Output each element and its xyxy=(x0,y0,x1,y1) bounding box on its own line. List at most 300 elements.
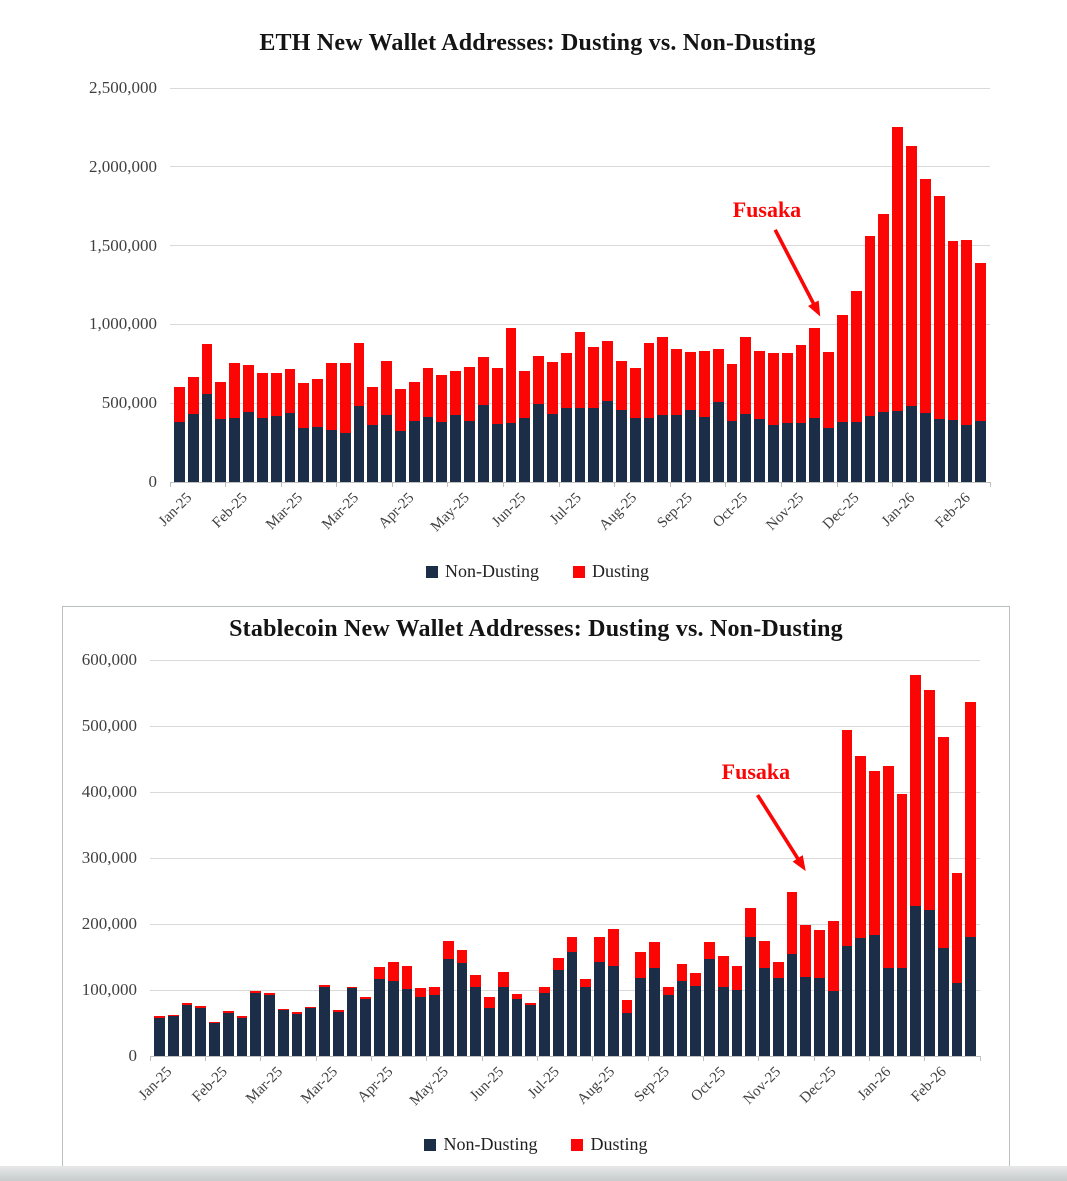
stacked-bar xyxy=(814,930,825,1056)
non-dusting-segment xyxy=(938,948,949,1056)
dusting-segment xyxy=(533,356,544,404)
non-dusting-segment xyxy=(326,430,337,482)
dusting-segment xyxy=(718,956,729,986)
dusting-segment xyxy=(975,263,986,421)
dusting-segment xyxy=(367,387,378,425)
non-dusting-segment xyxy=(608,966,619,1056)
dusting-segment xyxy=(924,690,935,910)
dusting-segment xyxy=(622,1000,633,1013)
dusting-segment xyxy=(478,357,489,404)
dusting-segment xyxy=(298,383,309,428)
non-dusting-segment xyxy=(402,989,413,1056)
non-dusting-segment xyxy=(257,418,268,482)
x-axis-tick xyxy=(837,482,838,487)
dusting-swatch xyxy=(571,1139,583,1151)
stacked-bar xyxy=(782,353,793,482)
non-dusting-segment xyxy=(470,987,481,1056)
non-dusting-segment xyxy=(237,1018,248,1056)
dusting-segment xyxy=(174,387,185,422)
stacked-bar xyxy=(878,214,889,482)
y-axis-tick-label: 100,000 xyxy=(81,980,137,999)
stacked-bar xyxy=(704,942,715,1056)
x-axis-tick xyxy=(703,1056,704,1061)
x-axis-tick xyxy=(281,482,282,487)
y-axis-tick-label: 1,000,000 xyxy=(89,314,157,334)
non-dusting-segment xyxy=(699,417,710,482)
x-axis-tick xyxy=(392,482,393,487)
legend-label: Dusting xyxy=(590,1134,648,1154)
non-dusting-segment xyxy=(842,946,853,1056)
dusting-segment xyxy=(828,921,839,990)
non-dusting-segment xyxy=(965,937,976,1056)
stacked-bar xyxy=(897,794,908,1056)
non-dusting-segment xyxy=(182,1005,193,1056)
non-dusting-segment xyxy=(223,1013,234,1056)
x-axis-tick xyxy=(592,1056,593,1061)
dusting-segment xyxy=(506,328,517,423)
non-dusting-segment xyxy=(906,406,917,482)
stacked-bar xyxy=(924,690,935,1056)
dusting-segment xyxy=(732,966,743,990)
non-dusting-segment xyxy=(897,968,908,1056)
non-dusting-segment xyxy=(602,401,613,482)
non-dusting-segment xyxy=(920,413,931,482)
stacked-bar xyxy=(602,341,613,482)
x-axis-tick xyxy=(758,1056,759,1061)
non-dusting-segment xyxy=(429,995,440,1056)
non-dusting-segment xyxy=(796,423,807,482)
dusting-segment xyxy=(616,361,627,411)
dusting-segment xyxy=(920,179,931,413)
stacked-bar xyxy=(464,367,475,482)
stacked-bar xyxy=(865,236,876,482)
stacked-bar xyxy=(892,127,903,482)
non-dusting-segment xyxy=(809,418,820,482)
stacked-bar xyxy=(787,892,798,1056)
stacked-bar xyxy=(608,929,619,1056)
non-dusting-segment xyxy=(690,986,701,1056)
dusting-segment xyxy=(594,937,605,962)
x-axis-tick xyxy=(537,1056,538,1061)
non-dusting-segment xyxy=(644,418,655,482)
stacked-bar xyxy=(553,958,564,1056)
dusting-segment xyxy=(878,214,889,412)
x-axis-tick xyxy=(260,1056,261,1061)
x-axis-tick xyxy=(614,482,615,487)
non-dusting-segment xyxy=(506,423,517,482)
stacked-bar xyxy=(367,387,378,482)
stacked-bar xyxy=(699,351,710,482)
stacked-bar xyxy=(409,382,420,482)
stacked-bar xyxy=(828,921,839,1056)
stacked-bar xyxy=(305,1007,316,1056)
stacked-bar xyxy=(182,1003,193,1056)
non-dusting-segment xyxy=(948,420,959,482)
stacked-bar xyxy=(616,361,627,482)
non-dusting-swatch xyxy=(424,1139,436,1151)
legend-label: Dusting xyxy=(591,561,649,581)
non-dusting-segment xyxy=(209,1023,220,1056)
dusting-segment xyxy=(547,362,558,414)
x-axis-line xyxy=(170,482,990,483)
non-dusting-segment xyxy=(271,416,282,483)
non-dusting-segment xyxy=(837,422,848,482)
non-dusting-segment xyxy=(561,408,572,482)
stacked-bar xyxy=(154,1016,165,1056)
legend-item-dusting xyxy=(571,1134,647,1155)
non-dusting-segment xyxy=(685,410,696,482)
stacked-bar xyxy=(740,337,751,482)
legend-item-dusting xyxy=(573,561,649,582)
stacked-bar xyxy=(298,383,309,482)
y-axis-tick-label: 500,000 xyxy=(81,716,137,735)
legend-label: Non-Dusting xyxy=(444,561,539,581)
dusting-segment xyxy=(561,353,572,408)
non-dusting-segment xyxy=(704,959,715,1056)
stacked-bar xyxy=(685,352,696,482)
legend-label: Non-Dusting xyxy=(443,1134,538,1154)
stacked-bar xyxy=(512,994,523,1056)
stacked-bar xyxy=(319,985,330,1056)
dusting-segment xyxy=(754,351,765,419)
stacked-bar xyxy=(223,1011,234,1056)
stacked-bar xyxy=(354,343,365,482)
non-dusting-segment xyxy=(745,937,756,1056)
stacked-bar xyxy=(768,353,779,482)
non-dusting-segment xyxy=(823,428,834,482)
stablecoin-chart-section xyxy=(62,606,1010,1167)
chart-title: Stablecoin New Wallet Addresses: Dusting vs. Non-Dusting xyxy=(229,616,843,642)
non-dusting-segment xyxy=(622,1013,633,1056)
non-dusting-segment xyxy=(787,954,798,1056)
dusting-segment xyxy=(492,368,503,424)
dusting-segment xyxy=(464,367,475,420)
dusting-segment xyxy=(952,873,963,983)
stacked-bar xyxy=(533,356,544,482)
dusting-segment xyxy=(745,908,756,937)
x-axis-tick xyxy=(170,482,171,487)
dusting-segment xyxy=(188,377,199,414)
stacked-bar xyxy=(630,368,641,482)
dusting-segment xyxy=(588,347,599,408)
stacked-bar xyxy=(457,950,468,1056)
fusaka-annotation: Fusaka xyxy=(732,197,802,223)
non-dusting-segment xyxy=(567,952,578,1056)
dusting-segment xyxy=(340,363,351,433)
stacked-bar xyxy=(326,363,337,482)
non-dusting-segment xyxy=(423,417,434,482)
non-dusting-segment xyxy=(961,425,972,482)
non-dusting-segment xyxy=(869,935,880,1056)
stacked-bar xyxy=(567,937,578,1056)
non-dusting-segment xyxy=(319,987,330,1056)
dusting-segment xyxy=(388,962,399,981)
x-axis-tick xyxy=(814,1056,815,1061)
x-axis-tick xyxy=(150,1056,151,1061)
y-axis-tick-label: 1,500,000 xyxy=(89,235,157,255)
stacked-bar xyxy=(429,987,440,1056)
non-dusting-segment xyxy=(298,428,309,482)
non-dusting-segment xyxy=(782,423,793,482)
dusting-segment xyxy=(436,375,447,423)
non-dusting-segment xyxy=(649,968,660,1056)
non-dusting-segment xyxy=(395,431,406,482)
x-axis-tick xyxy=(225,482,226,487)
non-dusting-segment xyxy=(713,402,724,482)
non-dusting-segment xyxy=(264,995,275,1056)
non-dusting-segment xyxy=(215,419,226,482)
dusting-segment xyxy=(740,337,751,414)
stacked-bar xyxy=(745,908,756,1056)
x-axis-tick xyxy=(990,482,991,487)
stacked-bar xyxy=(374,967,385,1056)
non-dusting-segment xyxy=(525,1005,536,1056)
x-axis-tick xyxy=(948,482,949,487)
non-dusting-segment xyxy=(934,419,945,482)
dusting-segment xyxy=(910,675,921,906)
non-dusting-segment xyxy=(478,405,489,482)
non-dusting-swatch xyxy=(426,566,438,578)
non-dusting-segment xyxy=(865,416,876,482)
stacked-bar xyxy=(381,361,392,482)
stacked-bar xyxy=(635,952,646,1056)
plot-area: 0 500,000 1,000,000 1,500,000 2,000,000 2,500,000 Jan-25 Feb-25 Mar-25 Mar-25 Apr-25 May-25 Jun-25 Jul-25 Aug-25 Sep-25 Oct-25 Nov-25 Dec-25 Jan-26 Feb-26 Fusaka xyxy=(170,88,990,482)
stacked-bar xyxy=(718,956,729,1056)
non-dusting-segment xyxy=(553,970,564,1056)
stacked-bar xyxy=(360,997,371,1056)
non-dusting-segment xyxy=(630,418,641,482)
stacked-bar xyxy=(883,766,894,1056)
dusting-segment xyxy=(326,363,337,430)
dusting-segment xyxy=(519,371,530,418)
bars-container xyxy=(150,660,980,1056)
non-dusting-segment xyxy=(883,968,894,1056)
non-dusting-segment xyxy=(588,408,599,482)
non-dusting-segment xyxy=(333,1012,344,1056)
y-axis-tick-label: 2,500,000 xyxy=(89,78,157,97)
stacked-bar xyxy=(229,363,240,482)
non-dusting-segment xyxy=(800,977,811,1056)
non-dusting-segment xyxy=(575,408,586,482)
stacked-bar xyxy=(443,941,454,1056)
stacked-bar xyxy=(388,962,399,1056)
non-dusting-segment xyxy=(533,404,544,482)
dusting-segment xyxy=(823,352,834,429)
dusting-segment xyxy=(443,941,454,959)
dusting-segment xyxy=(402,966,413,990)
non-dusting-segment xyxy=(671,415,682,482)
dusting-swatch xyxy=(573,566,585,578)
x-axis-tick xyxy=(503,482,504,487)
dusting-segment xyxy=(787,892,798,954)
x-axis-tick xyxy=(559,482,560,487)
non-dusting-segment xyxy=(855,938,866,1056)
stacked-bar xyxy=(823,352,834,482)
dusting-segment xyxy=(312,379,323,427)
stacked-bar xyxy=(395,389,406,482)
plot-area: 0 100,000 200,000 300,000 400,000 500,000 600,000 Jan-25 Feb-25 Mar-25 Mar-25 Apr-25 May-25 Jun-25 Jul-25 Aug-25 Sep-25 Oct-25 Nov-25 Dec-25 Jan-26 Feb-26 Fusaka xyxy=(150,660,980,1056)
non-dusting-segment xyxy=(436,422,447,482)
dusting-segment xyxy=(865,236,876,416)
stacked-bar xyxy=(855,756,866,1056)
stacked-bar xyxy=(649,942,660,1056)
non-dusting-segment xyxy=(718,987,729,1056)
dusting-segment xyxy=(759,941,770,969)
non-dusting-segment xyxy=(740,414,751,482)
fusaka-annotation: Fusaka xyxy=(721,759,791,785)
non-dusting-segment xyxy=(773,978,784,1056)
stacked-bar xyxy=(402,966,413,1056)
non-dusting-segment xyxy=(409,421,420,482)
non-dusting-segment xyxy=(814,978,825,1056)
dusting-segment xyxy=(243,365,254,413)
stacked-bar xyxy=(837,315,848,482)
non-dusting-segment xyxy=(539,993,550,1056)
non-dusting-segment xyxy=(354,406,365,482)
legend xyxy=(65,561,1010,582)
dusting-segment xyxy=(809,328,820,418)
non-dusting-segment xyxy=(677,981,688,1056)
dusting-segment xyxy=(842,730,853,946)
dusting-segment xyxy=(851,291,862,421)
dusting-segment xyxy=(575,332,586,408)
stacked-bar xyxy=(671,349,682,482)
dusting-segment xyxy=(671,349,682,415)
stacked-bar xyxy=(519,371,530,482)
stacked-bar xyxy=(961,240,972,482)
non-dusting-segment xyxy=(759,968,770,1056)
dusting-segment xyxy=(649,942,660,967)
dusting-segment xyxy=(938,737,949,948)
non-dusting-segment xyxy=(492,424,503,482)
non-dusting-segment xyxy=(754,419,765,482)
x-axis-line xyxy=(150,1056,980,1057)
stacked-bar xyxy=(347,987,358,1056)
y-axis-tick-label: 600,000 xyxy=(81,650,137,669)
stacked-bar xyxy=(539,987,550,1056)
non-dusting-segment xyxy=(360,999,371,1056)
dusting-segment xyxy=(423,368,434,417)
dusting-segment xyxy=(285,369,296,413)
stacked-bar xyxy=(547,362,558,482)
dusting-segment xyxy=(768,353,779,425)
dusting-segment xyxy=(782,353,793,424)
dusting-segment xyxy=(498,972,509,988)
dusting-segment xyxy=(961,240,972,425)
non-dusting-segment xyxy=(519,418,530,482)
stacked-bar xyxy=(498,972,509,1056)
y-axis-tick-label: 0 xyxy=(148,472,157,491)
stacked-bar xyxy=(340,363,351,482)
stacked-bar xyxy=(800,925,811,1056)
stacked-bar xyxy=(450,371,461,482)
stacked-bar xyxy=(580,979,591,1056)
stacked-bar xyxy=(292,1012,303,1056)
dusting-segment xyxy=(470,975,481,988)
non-dusting-segment xyxy=(250,993,261,1056)
x-axis-tick xyxy=(336,482,337,487)
dusting-segment xyxy=(635,952,646,978)
stacked-bar xyxy=(975,263,986,482)
stacked-bar xyxy=(506,328,517,482)
dusting-segment xyxy=(409,382,420,422)
stacked-bar xyxy=(278,1009,289,1057)
stacked-bar xyxy=(948,241,959,482)
legend-item-non-dusting xyxy=(426,561,539,582)
dusting-segment xyxy=(395,389,406,431)
non-dusting-segment xyxy=(195,1008,206,1056)
dusting-segment xyxy=(704,942,715,959)
dusting-segment xyxy=(948,241,959,420)
dusting-segment xyxy=(429,987,440,995)
stacked-bar xyxy=(478,357,489,482)
chart-title: ETH New Wallet Addresses: Dusting vs. Non-Dusting xyxy=(259,30,816,56)
non-dusting-segment xyxy=(975,421,986,482)
non-dusting-segment xyxy=(657,415,668,482)
stacked-bar xyxy=(965,702,976,1056)
dusting-segment xyxy=(553,958,564,969)
x-axis-tick xyxy=(371,1056,372,1061)
dusting-segment xyxy=(484,997,495,1008)
eth-chart-section xyxy=(65,10,1010,596)
non-dusting-segment xyxy=(305,1008,316,1056)
non-dusting-segment xyxy=(168,1016,179,1056)
non-dusting-segment xyxy=(388,981,399,1056)
dusting-segment xyxy=(381,361,392,415)
stacked-bar xyxy=(796,345,807,482)
stacked-bar xyxy=(202,344,213,482)
dusting-segment xyxy=(814,930,825,978)
stacked-bar xyxy=(250,991,261,1056)
stacked-bar xyxy=(168,1015,179,1056)
dusting-segment xyxy=(567,937,578,953)
x-axis-tick xyxy=(316,1056,317,1061)
x-axis-tick xyxy=(781,482,782,487)
stacked-bar xyxy=(851,291,862,482)
non-dusting-segment xyxy=(340,433,351,482)
non-dusting-segment xyxy=(367,425,378,482)
dusting-segment xyxy=(773,962,784,978)
non-dusting-segment xyxy=(828,991,839,1056)
non-dusting-segment xyxy=(878,412,889,482)
stacked-bar xyxy=(952,873,963,1056)
x-axis-tick xyxy=(205,1056,206,1061)
dusting-segment xyxy=(677,964,688,981)
dusting-segment xyxy=(271,373,282,415)
non-dusting-segment xyxy=(464,421,475,482)
dusting-segment xyxy=(965,702,976,937)
non-dusting-segment xyxy=(498,987,509,1056)
dusting-segment xyxy=(699,351,710,416)
y-axis-tick-label: 0 xyxy=(128,1046,137,1065)
non-dusting-segment xyxy=(851,422,862,482)
dusting-segment xyxy=(657,337,668,415)
y-axis-tick-label: 2,000,000 xyxy=(89,156,157,176)
stacked-bar xyxy=(188,377,199,482)
dusting-segment xyxy=(796,345,807,424)
dusting-segment xyxy=(897,794,908,968)
non-dusting-segment xyxy=(727,421,738,482)
non-dusting-segment xyxy=(188,414,199,482)
dusting-segment xyxy=(837,315,848,422)
stacked-bar xyxy=(732,966,743,1056)
non-dusting-segment xyxy=(374,979,385,1056)
x-axis-tick xyxy=(648,1056,649,1061)
non-dusting-segment xyxy=(663,995,674,1056)
legend xyxy=(63,1134,1009,1155)
stacked-bar xyxy=(312,379,323,482)
non-dusting-segment xyxy=(174,422,185,482)
